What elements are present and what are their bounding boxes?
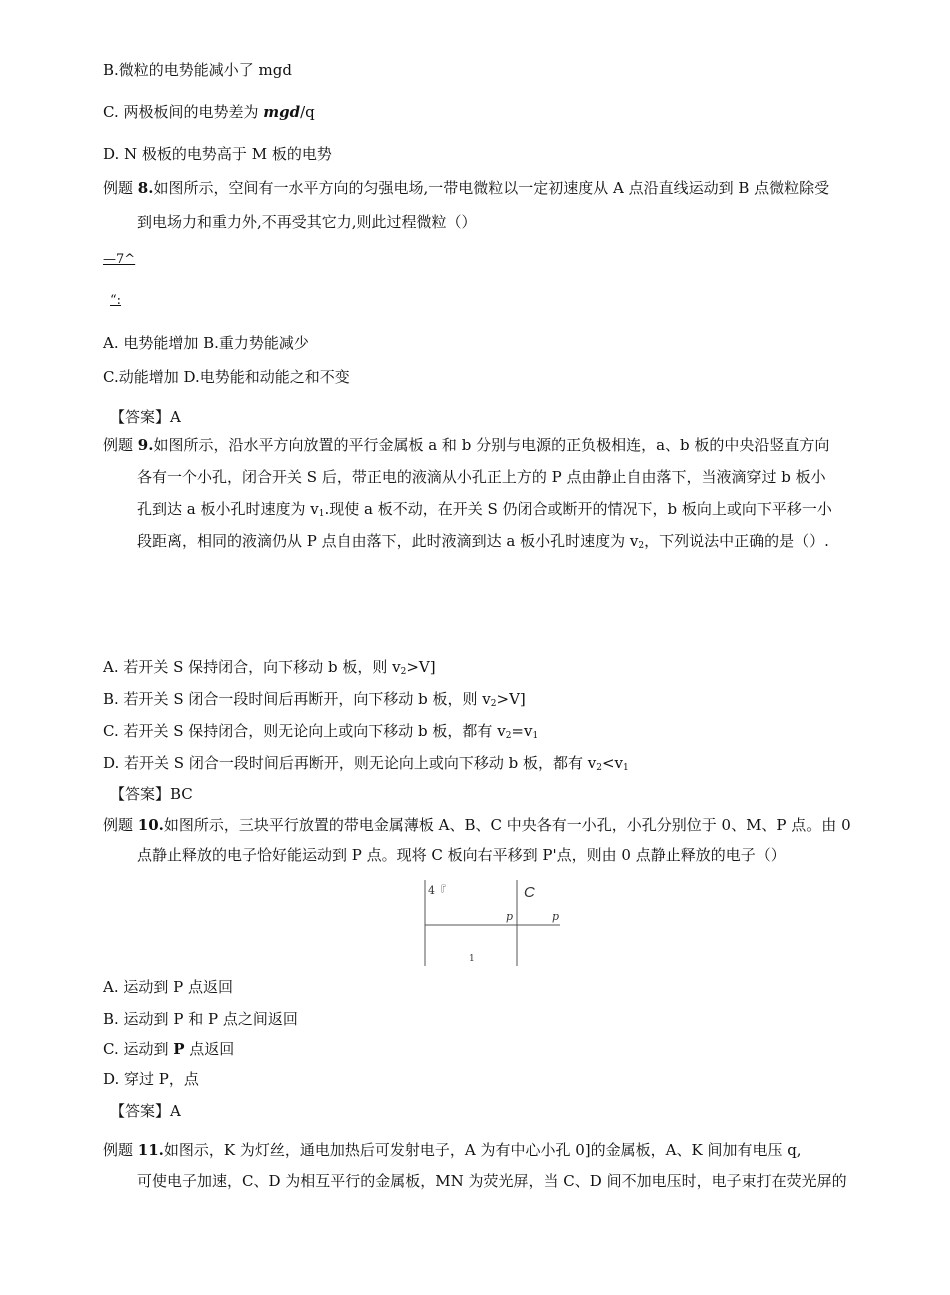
question-9-answer: 【答案】BC [110,785,193,803]
option-text-tail: 点返回 [184,1040,235,1058]
option-text-tail: <v [601,754,624,772]
question-9-line-4-text-2: ，下列说法中正确的是（）. [644,532,829,550]
question-10-prefix: 例题 [103,816,138,834]
question-9-option-c [103,721,538,746]
question-8-line-2: 到电场力和重力外,不再受其它力,则此过程微粒（） [137,213,477,231]
question-9-line-2: 各有一个小孔，闭合开关 S 后，带正电的液滴从小孔正上方的 P 点由静止自由落下，当液滴穿过 b 板小 [137,468,826,486]
subscript: 2 [400,667,407,677]
subscript: 1 [532,731,539,741]
question-8-options-cd: C.动能增加 D.电势能和动能之和不变 [103,368,350,386]
option-text: C. 若开关 S 保持闭合，则无论向上或向下移动 b 板，都有 v [103,722,506,740]
option-c-formula-tail: /q [300,103,315,121]
question-10-number: 10. [137,816,164,834]
question-9-line-3-text-2: .现使 a 板不动，在开关 S 仍闭合或断开的情况下，b 板向上或向下平移一小 [324,500,832,518]
subscript: 1 [318,509,325,519]
option-text: B. 若开关 S 闭合一段时间后再断开，向下移动 b 板，则 v [103,690,491,708]
question-10-option-c [103,1039,234,1059]
option-text-bold: P [173,1040,185,1058]
question-9-line-3 [137,499,832,524]
question-8-answer: 【答案】A [110,408,181,426]
question-8-options-ab: A. 电势能增加 B.重力势能减少 [103,334,309,352]
question-10-text: 如图所示，三块平行放置的带电金属薄板 A、B、C 中央各有一小孔，小孔分别位于 0、M、P 点。由 0 [163,816,851,834]
question-11-prefix: 例题 [103,1141,138,1159]
question-9-line-3-text: 孔到达 a 板小孔时速度为 v [137,500,319,518]
question-9-prefix: 例题 [103,436,138,454]
question-9-option-a [103,657,436,682]
option-c-line [103,102,315,122]
option-b-line: B.微粒的电势能减小了 mgd [103,61,292,79]
question-10-line-2: 点静止释放的电子恰好能运动到 P 点。现将 C 板向右平移到 P'点，则由 0 点静止释放的电子（） [137,846,786,864]
figure-8-fragment-2: “: [110,293,122,308]
option-text: C. 运动到 [103,1040,174,1058]
option-text-tail: >V] [496,690,526,708]
question-9-line-1 [103,435,829,455]
question-11-text: 如图示，K 为灯丝，通电加热后可发射电子，A 为有中心小孔 0]的金属板，A、K 间加有电压 q, [163,1141,802,1159]
subscript: 1 [623,763,629,773]
option-c-text: C. 两极板间的电势差为 [103,103,264,121]
question-9-text: 如图所示，沿水平方向放置的平行金属板 a 和 b 分别与电源的正负极相连，a、b 板的中央沿竖直方向 [153,436,830,454]
option-text: D. 若开关 S 闭合一段时间后再断开，则无论向上或向下移动 b 板，都有 v [103,754,597,772]
question-9-line-4-text: 段距离，相同的液滴仍从 P 点自由落下，此时液滴到达 a 板小孔时速度为 v [137,532,639,550]
question-10-line-1 [103,815,851,835]
option-text-tail: =v [511,722,533,740]
question-10-option-a: A. 运动到 P 点返回 [103,978,233,996]
option-text: A. 若开关 S 保持闭合，向下移动 b 板，则 v [103,658,401,676]
question-8-prefix: 例题 [103,179,138,197]
subscript: 2 [505,731,512,741]
figure-8-fragment-1: —7^ [103,252,136,267]
question-8-line-1 [103,178,829,198]
figure-label-p: p [506,910,514,923]
question-9-option-b [103,689,526,714]
question-11-line-2: 可使电子加速，C、D 为相互平行的金属板，MN 为荧光屏，当 C、D 间不加电压时，电子束打在荧光屏的 [137,1172,847,1190]
question-10-option-b: B. 运动到 P 和 P 点之间返回 [103,1010,298,1028]
option-d-line: D. N 极板的电势高于 M 板的电势 [103,145,332,163]
question-8-number: 8. [137,179,154,197]
question-10-answer: 【答案】A [110,1102,181,1120]
figure-label-1-bottom: 1 [469,954,475,964]
figure-label-1: 4『 [428,884,446,897]
question-11-line-1 [103,1140,802,1160]
question-11-number: 11. [137,1141,164,1159]
question-10-figure [420,878,570,968]
question-10-option-d: D. 穿过 P，点 [103,1070,199,1088]
option-text-tail: >V] [406,658,436,676]
question-8-text: 如图所示，空间有一水平方向的匀强电场,一带电微粒以一定初速度从 A 点沿直线运动到 B 点微粒除受 [153,179,830,197]
question-9-option-d [103,753,629,778]
question-9-line-4 [137,531,829,556]
option-c-formula: mgd [263,103,301,121]
question-9-number: 9. [137,436,154,454]
figure-label-p-prime: p [552,910,560,923]
subscript: 2 [596,763,602,773]
figure-label-c: C [524,884,535,901]
subscript: 2 [638,541,645,551]
subscript: 2 [490,699,497,709]
